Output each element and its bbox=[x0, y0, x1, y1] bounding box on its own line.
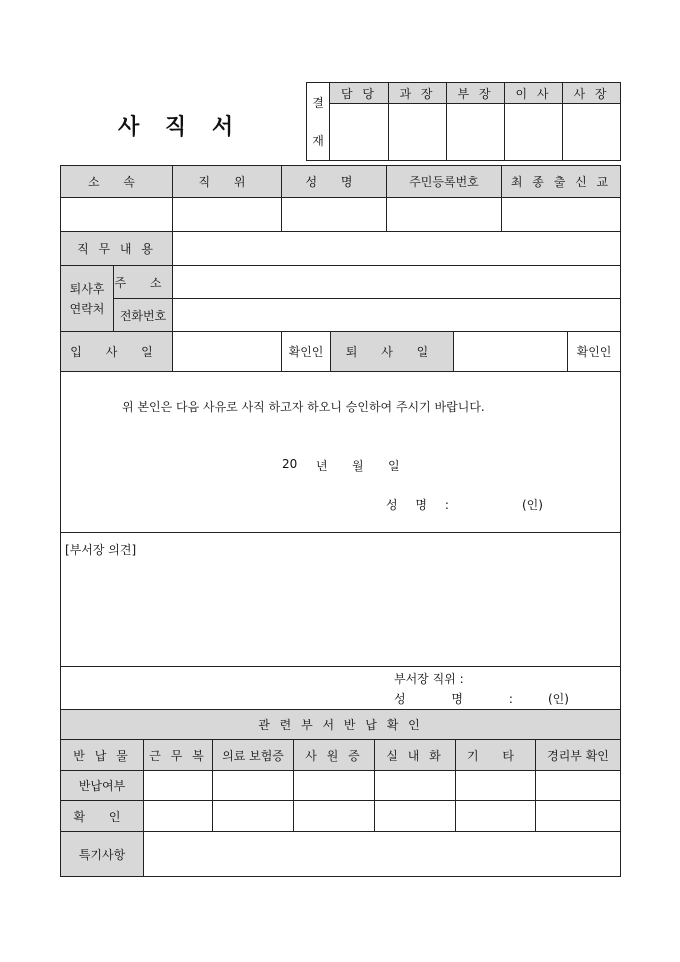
return-confirm-id-card[interactable] bbox=[293, 800, 375, 832]
approval-sign-3[interactable] bbox=[446, 103, 505, 161]
name-field[interactable] bbox=[281, 197, 387, 232]
join-confirm-label: 확인인 bbox=[281, 331, 331, 372]
approval-role-3: 부 장 bbox=[446, 82, 505, 104]
approval-sign-2[interactable] bbox=[388, 103, 447, 161]
return-col-other: 기 타 bbox=[455, 739, 536, 771]
approval-label-top: 결 bbox=[312, 95, 324, 110]
dept-head-sign-box bbox=[60, 666, 621, 710]
header-resident-no: 주민등록번호 bbox=[386, 165, 502, 198]
return-confirm-accounting[interactable] bbox=[535, 800, 621, 832]
leave-confirm-label: 확인인 bbox=[567, 331, 621, 372]
join-date-field[interactable] bbox=[172, 331, 282, 372]
duties-label: 직 무 내 용 bbox=[60, 231, 173, 266]
return-confirm-other[interactable] bbox=[455, 800, 536, 832]
education-field[interactable] bbox=[501, 197, 621, 232]
approval-role-5: 사 장 bbox=[562, 82, 621, 104]
date-day-label: 일 bbox=[388, 459, 400, 473]
address-field[interactable] bbox=[172, 265, 621, 299]
return-col-id-card: 사 원 증 bbox=[293, 739, 375, 771]
return-row-status-label: 반납여부 bbox=[60, 770, 144, 801]
return-confirm-uniform[interactable] bbox=[143, 800, 213, 832]
affiliation-field[interactable] bbox=[60, 197, 173, 232]
return-status-slippers[interactable] bbox=[374, 770, 456, 801]
signer-name-label: 성 명 : bbox=[386, 498, 449, 512]
phone-field[interactable] bbox=[172, 298, 621, 332]
return-status-id-card[interactable] bbox=[293, 770, 375, 801]
return-col-uniform: 근 무 복 bbox=[143, 739, 213, 771]
return-status-uniform[interactable] bbox=[143, 770, 213, 801]
date-month-label: 월 bbox=[352, 459, 364, 473]
return-col-accounting: 경리부 확인 bbox=[535, 739, 621, 771]
header-name: 성 명 bbox=[281, 165, 387, 198]
dept-opinion-box[interactable] bbox=[60, 532, 621, 667]
resident-no-field[interactable] bbox=[386, 197, 502, 232]
approval-label-bottom: 재 bbox=[312, 134, 324, 149]
return-col-item: 반 납 물 bbox=[60, 739, 144, 771]
dept-head-seal: (인) bbox=[548, 692, 569, 706]
page-title: 사 직 서 bbox=[118, 114, 234, 140]
dept-head-name-label: 성 명 : bbox=[394, 692, 513, 706]
approval-role-2: 과 장 bbox=[388, 82, 447, 104]
remarks-label: 특기사항 bbox=[60, 831, 144, 877]
approval-role-4: 이 사 bbox=[504, 82, 563, 104]
date-prefix: 20 bbox=[282, 457, 298, 471]
return-confirm-insurance[interactable] bbox=[212, 800, 294, 832]
leave-date-field[interactable] bbox=[453, 331, 568, 372]
leave-date-label: 퇴 사 일 bbox=[330, 331, 454, 372]
return-status-accounting[interactable] bbox=[535, 770, 621, 801]
contact-group-label-line2: 연락처 bbox=[69, 301, 105, 316]
contact-group-label bbox=[60, 265, 114, 332]
approval-label-cell bbox=[306, 82, 330, 161]
contact-group-label-line1: 퇴사후 bbox=[69, 281, 105, 296]
address-label: 주 소 bbox=[113, 265, 173, 299]
approval-sign-1[interactable] bbox=[329, 103, 389, 161]
remarks-field[interactable] bbox=[143, 831, 621, 877]
approval-sign-4[interactable] bbox=[504, 103, 563, 161]
approval-sign-5[interactable] bbox=[562, 103, 621, 161]
return-confirm-slippers[interactable] bbox=[374, 800, 456, 832]
return-status-insurance[interactable] bbox=[212, 770, 294, 801]
statement-text: 위 본인은 다음 사유로 사직 하고자 하오니 승인하여 주시기 바랍니다. bbox=[122, 400, 485, 414]
dept-head-position-label: 부서장 직위 : bbox=[394, 672, 464, 686]
header-position: 직 위 bbox=[172, 165, 282, 198]
header-education: 최 종 출 신 교 bbox=[501, 165, 621, 198]
duties-field[interactable] bbox=[172, 231, 621, 266]
position-field[interactable] bbox=[172, 197, 282, 232]
return-col-slippers: 실 내 화 bbox=[374, 739, 456, 771]
signer-seal: (인) bbox=[522, 498, 543, 512]
date-year-label: 년 bbox=[316, 459, 328, 473]
header-affiliation: 소 속 bbox=[60, 165, 173, 198]
return-row-confirm-label: 확 인 bbox=[60, 800, 144, 832]
return-col-insurance: 의료 보험증 bbox=[212, 739, 294, 771]
return-section-title: 관 련 부 서 반 납 확 인 bbox=[60, 709, 621, 740]
dept-opinion-label: [부서장 의견] bbox=[65, 543, 137, 557]
approval-role-1: 담 당 bbox=[329, 82, 389, 104]
return-status-other[interactable] bbox=[455, 770, 536, 801]
phone-label: 전화번호 bbox=[113, 298, 173, 332]
join-date-label: 입 사 일 bbox=[60, 331, 173, 372]
